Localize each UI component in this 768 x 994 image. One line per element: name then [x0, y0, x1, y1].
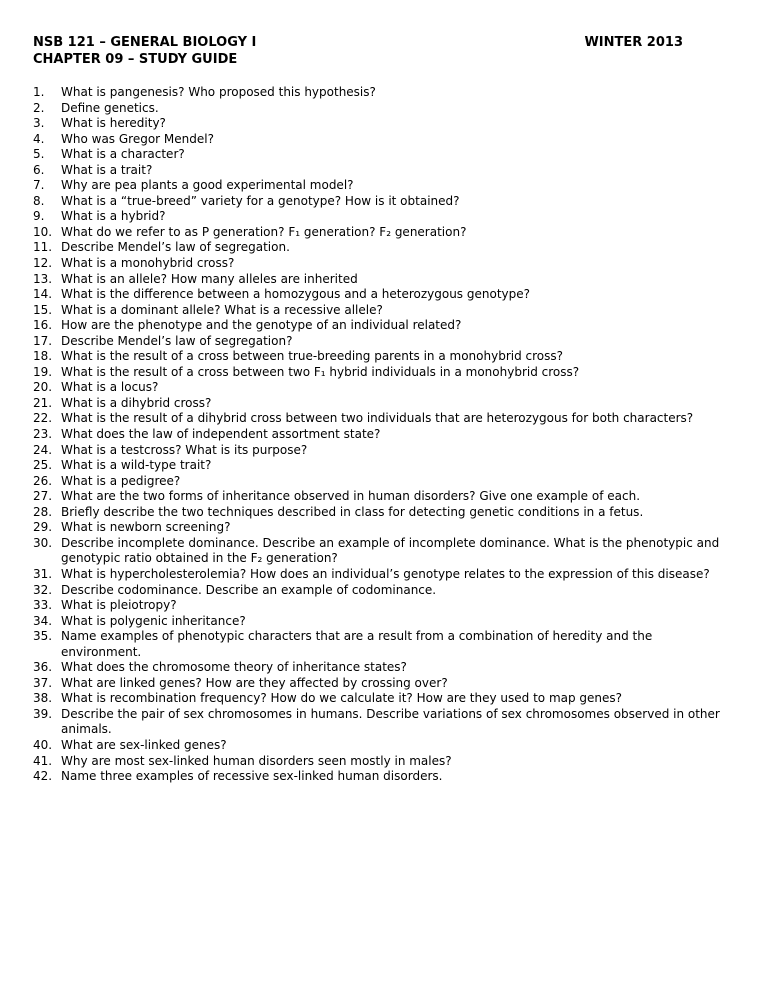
question-text: Why are most sex-linked human disorders seen mostly in males?	[61, 753, 452, 768]
question-number: 28.	[33, 504, 53, 519]
question-item	[33, 101, 733, 117]
question-item	[33, 272, 733, 288]
question-item	[33, 163, 733, 179]
question-number: 29.	[33, 520, 53, 535]
question-number: 34.	[33, 613, 53, 628]
question-number: 42.	[33, 769, 53, 784]
question-text: What are linked genes? How are they affected by crossing over?	[61, 675, 448, 690]
question-text: Define genetics.	[61, 100, 159, 115]
question-item	[33, 458, 733, 474]
question-item	[33, 116, 733, 132]
question-item	[33, 489, 733, 505]
question-item	[33, 225, 733, 241]
question-item	[33, 334, 733, 350]
question-number: 17.	[33, 333, 53, 348]
question-text: What is polygenic inheritance?	[61, 613, 246, 628]
question-text: What is a “true-breed” variety for a genotype? How is it obtained?	[61, 193, 460, 208]
question-number: 41.	[33, 753, 53, 768]
question-text: What is a locus?	[61, 380, 159, 395]
question-item	[33, 427, 733, 443]
question-item	[33, 443, 733, 459]
question-number: 1.	[33, 85, 45, 99]
question-text: Describe codominance. Describe an example of codominance.	[61, 582, 437, 597]
question-text: What are sex-linked genes?	[61, 737, 227, 752]
question-item	[33, 536, 733, 567]
question-text: What is a dihybrid cross?	[61, 395, 212, 410]
question-item	[33, 707, 733, 738]
question-number: 36.	[33, 660, 53, 675]
question-item	[33, 147, 733, 163]
question-number: 2.	[33, 100, 45, 115]
question-item	[33, 754, 733, 770]
question-number: 13.	[33, 271, 53, 286]
question-text: How are the phenotype and the genotype of an individual related?	[61, 318, 462, 333]
question-item	[33, 614, 733, 630]
course-title: NSB 121 – GENERAL BIOLOGY I	[33, 35, 257, 50]
question-number: 40.	[33, 737, 53, 752]
question-number: 39.	[33, 706, 53, 721]
question-text: What is pleiotropy?	[61, 598, 177, 613]
question-item	[33, 318, 733, 334]
question-item	[33, 505, 733, 521]
question-text: What is a hybrid?	[61, 209, 166, 224]
question-item	[33, 567, 733, 583]
question-text: What is a character?	[61, 147, 185, 162]
question-number: 7.	[33, 178, 45, 193]
question-number: 18.	[33, 349, 53, 364]
question-number: 5.	[33, 147, 45, 162]
question-text: What is a dominant allele? What is a recessive allele?	[61, 302, 383, 317]
question-number: 21.	[33, 395, 53, 410]
question-number: 11.	[33, 240, 53, 255]
question-number: 14.	[33, 287, 53, 302]
question-number: 27.	[33, 489, 53, 504]
question-text: What is the result of a cross between true-breeding parents in a monohybrid cross?	[61, 349, 564, 364]
question-number: 26.	[33, 473, 53, 488]
question-number: 15.	[33, 302, 53, 317]
question-number: 25.	[33, 458, 53, 473]
question-number: 3.	[33, 116, 45, 131]
question-item	[33, 769, 733, 785]
question-number: 37.	[33, 675, 53, 690]
question-item	[33, 598, 733, 614]
question-text: Describe the pair of sex chromosomes in humans. Describe variations of sex chromosomes observed in other animals.	[61, 706, 720, 737]
question-item	[33, 365, 733, 381]
question-text: What is an allele? How many alleles are inherited	[61, 271, 358, 286]
question-item	[33, 256, 733, 272]
question-number: 4.	[33, 131, 45, 146]
question-number: 35.	[33, 629, 53, 644]
question-item	[33, 660, 733, 676]
question-text: What does the chromosome theory of inheritance states?	[61, 660, 407, 675]
question-item	[33, 240, 733, 256]
question-text: What do we refer to as P generation? F₁ generation? F₂ generation?	[61, 224, 467, 239]
question-item	[33, 380, 733, 396]
question-number: 22.	[33, 411, 53, 426]
term-label: WINTER 2013	[584, 35, 683, 50]
question-text: What is a wild-type trait?	[61, 458, 212, 473]
question-list	[33, 85, 733, 785]
question-text: Why are pea plants a good experimental model?	[61, 178, 354, 193]
question-text: What is pangenesis? Who proposed this hypothesis?	[61, 85, 376, 99]
question-number: 31.	[33, 566, 53, 581]
question-text: Describe Mendel’s law of segregation.	[61, 240, 290, 255]
question-text: What does the law of independent assortment state?	[61, 427, 381, 442]
question-number: 8.	[33, 193, 45, 208]
question-number: 20.	[33, 380, 53, 395]
question-number: 38.	[33, 691, 53, 706]
question-text: What is a pedigree?	[61, 473, 181, 488]
question-item	[33, 474, 733, 490]
question-item	[33, 629, 733, 660]
question-number: 6.	[33, 162, 45, 177]
question-number: 10.	[33, 224, 53, 239]
question-text: Describe incomplete dominance. Describe an example of incomplete dominance. What is the phenotypic and genotypic ratio obtained in the F₂ generation?	[61, 535, 720, 566]
question-item	[33, 738, 733, 754]
question-item	[33, 583, 733, 599]
question-text: What is recombination frequency? How do we calculate it? How are they used to map genes?	[61, 691, 623, 706]
question-item	[33, 396, 733, 412]
question-item	[33, 178, 733, 194]
question-text: Describe Mendel’s law of segregation?	[61, 333, 293, 348]
question-number: 9.	[33, 209, 45, 224]
question-number: 24.	[33, 442, 53, 457]
question-item	[33, 287, 733, 303]
document-header	[33, 34, 733, 74]
question-item	[33, 194, 733, 210]
question-text: What is a testcross? What is its purpose?	[61, 442, 308, 457]
question-text: What is a trait?	[61, 162, 153, 177]
question-number: 32.	[33, 582, 53, 597]
chapter-title: CHAPTER 09 – STUDY GUIDE	[33, 52, 238, 67]
question-number: 12.	[33, 256, 53, 271]
question-item	[33, 303, 733, 319]
question-item	[33, 520, 733, 536]
question-text: What is hypercholesterolemia? How does an individual’s genotype relates to the expression of this disease?	[61, 566, 710, 581]
question-text: Who was Gregor Mendel?	[61, 131, 214, 146]
question-text: What is a monohybrid cross?	[61, 256, 235, 271]
question-item	[33, 209, 733, 225]
question-item	[33, 132, 733, 148]
question-text: Briefly describe the two techniques described in class for detecting genetic conditions in a fetus.	[61, 504, 644, 519]
question-item	[33, 85, 733, 101]
question-item	[33, 411, 733, 427]
question-item	[33, 349, 733, 365]
question-text: What is heredity?	[61, 116, 166, 131]
question-text: What is the result of a cross between two F₁ hybrid individuals in a monohybrid cross?	[61, 364, 580, 379]
question-number: 30.	[33, 535, 53, 550]
question-item	[33, 676, 733, 692]
question-text: What is the difference between a homozygous and a heterozygous genotype?	[61, 287, 530, 302]
question-number: 19.	[33, 364, 53, 379]
question-number: 16.	[33, 318, 53, 333]
question-item	[33, 691, 733, 707]
study-guide-page	[33, 34, 733, 785]
question-text: Name examples of phenotypic characters that are a result from a combination of heredity and the environment.	[61, 629, 653, 659]
question-text: What is newborn screening?	[61, 520, 231, 535]
question-text: What are the two forms of inheritance observed in human disorders? Give one example of each.	[61, 489, 641, 504]
question-number: 23.	[33, 427, 53, 442]
question-text: What is the result of a dihybrid cross between two individuals that are heterozygous for both characters?	[61, 411, 694, 426]
question-text: Name three examples of recessive sex-linked human disorders.	[61, 769, 443, 784]
question-number: 33.	[33, 598, 53, 613]
